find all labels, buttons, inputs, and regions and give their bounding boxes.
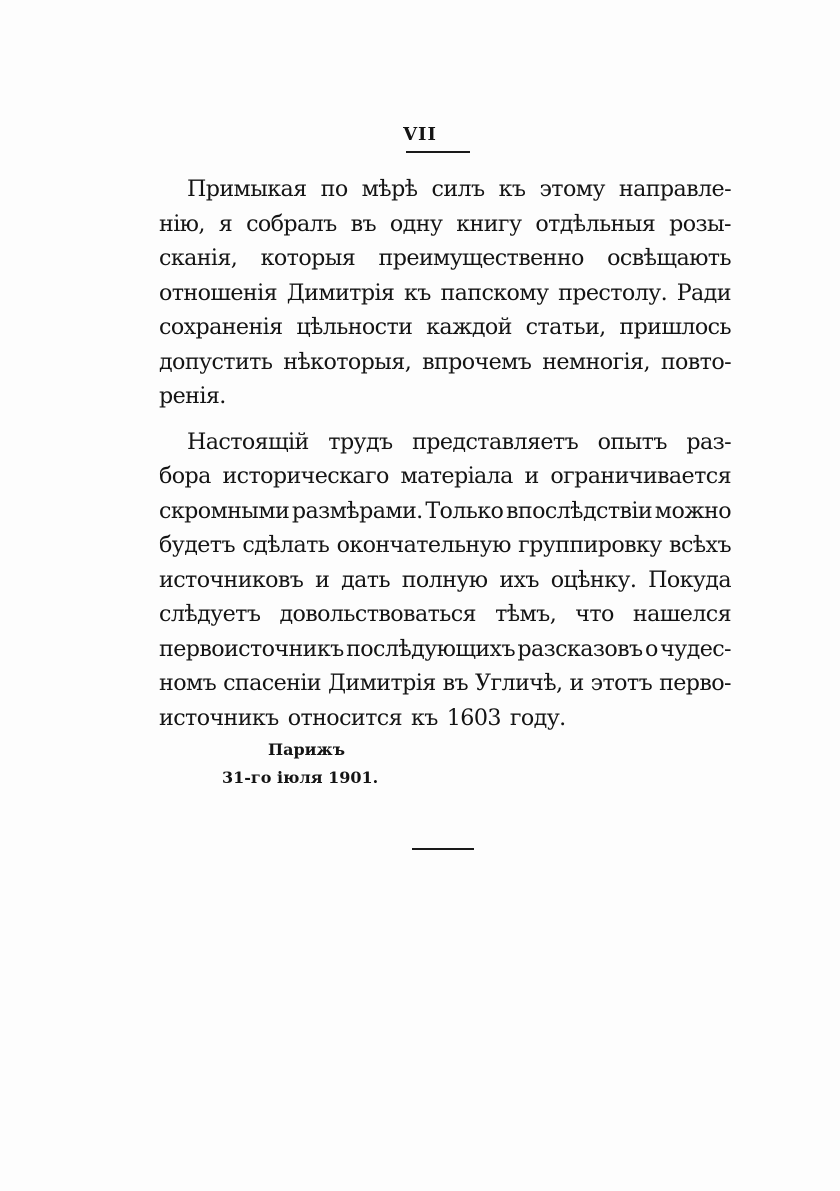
- signature-block: [222, 736, 422, 792]
- word: сохраненія: [159, 314, 283, 340]
- word: сдѣлать: [242, 532, 330, 558]
- word: и: [315, 566, 330, 593]
- signature-date: 31-го іюля 1901.: [222, 768, 379, 787]
- paragraph: [159, 425, 731, 736]
- word: пришлось: [619, 314, 731, 340]
- page-number: VII: [403, 124, 437, 145]
- text-line: [159, 425, 731, 460]
- word: перво-: [659, 670, 731, 696]
- text-line: [159, 172, 731, 207]
- word: книгу: [456, 210, 522, 237]
- text-line: [159, 666, 731, 701]
- word: и: [569, 670, 584, 696]
- word: папскому: [440, 279, 549, 306]
- word: допустить: [159, 348, 273, 375]
- word: нію,: [159, 210, 205, 237]
- word: одну: [389, 210, 443, 237]
- word: оцѣнку.: [550, 566, 637, 593]
- word: представляетъ: [412, 428, 579, 455]
- word: что: [575, 601, 614, 627]
- word: каждой: [426, 314, 512, 340]
- word: мѣрѣ: [361, 176, 418, 202]
- word: по: [320, 176, 348, 202]
- word: которыя: [260, 245, 356, 271]
- word: размѣрами.: [291, 497, 423, 524]
- word: номъ: [159, 670, 217, 696]
- word: отношенія: [159, 279, 278, 306]
- text-line: [159, 701, 731, 736]
- text-line: [159, 276, 731, 311]
- word: этому: [539, 176, 605, 202]
- paragraph-gap: [159, 414, 731, 425]
- word: спасеніи: [223, 670, 321, 696]
- word: Настоящій: [187, 428, 309, 455]
- word: опытъ: [597, 428, 667, 455]
- word: нѣкоторыя,: [283, 348, 412, 375]
- word: будетъ: [159, 532, 235, 558]
- word: къ: [410, 704, 438, 731]
- word: году.: [509, 704, 566, 731]
- word: немногія,: [542, 348, 650, 375]
- word: я: [218, 210, 233, 237]
- word: въ: [442, 670, 469, 696]
- word: всѣхъ: [669, 532, 731, 558]
- word: направле-: [618, 176, 731, 202]
- word: раз-: [686, 428, 731, 455]
- word: слѣдуетъ: [159, 601, 261, 627]
- word: къ: [498, 176, 526, 202]
- text-line: [159, 379, 731, 414]
- text-line: [159, 494, 731, 529]
- text-line: [159, 207, 731, 242]
- word: отдѣльныя: [535, 210, 656, 237]
- word: окончательную: [336, 532, 511, 558]
- word: бора: [159, 463, 211, 489]
- word: ограничивается: [550, 463, 731, 489]
- word: Ради: [676, 279, 731, 306]
- word: чудес-: [660, 635, 731, 662]
- word: Покуда: [648, 566, 731, 593]
- text-line: [159, 528, 731, 563]
- word: тѣмъ,: [495, 601, 557, 627]
- word: трудъ: [328, 428, 393, 455]
- word: разсказовъ: [517, 635, 643, 662]
- word: относится: [287, 704, 402, 731]
- word: освѣщають: [607, 245, 731, 271]
- word: источниковъ: [159, 566, 304, 593]
- page-number-rule: [406, 151, 470, 153]
- word: историческаго: [222, 463, 389, 489]
- word: группировку: [518, 532, 662, 558]
- word: собралъ: [246, 210, 337, 237]
- word: Примыкая: [187, 176, 307, 202]
- word: ихъ: [499, 566, 539, 593]
- text-line: [159, 632, 731, 667]
- word: 1603: [446, 704, 501, 731]
- text-line: [159, 459, 731, 494]
- word: первоисточникъ: [159, 635, 344, 662]
- word: статьи,: [525, 314, 606, 340]
- word: преимущественно: [378, 245, 584, 271]
- word: въ: [350, 210, 376, 237]
- word: повто-: [660, 348, 731, 375]
- word: Димитрія: [327, 670, 436, 696]
- word: ренія.: [159, 383, 226, 409]
- word: къ: [404, 279, 431, 306]
- word: о: [644, 635, 658, 662]
- text-line: [159, 310, 731, 345]
- word: впрочемъ: [422, 348, 532, 375]
- word: матеріала: [400, 463, 513, 489]
- word: нашелся: [632, 601, 731, 627]
- word: сканія,: [159, 245, 238, 271]
- word: Димитрія: [286, 279, 395, 306]
- word: довольствоваться: [279, 601, 476, 627]
- word: Только: [425, 497, 504, 524]
- word: дать: [341, 566, 390, 593]
- word: можно: [654, 497, 731, 524]
- closing-rule: [412, 848, 474, 850]
- word: послѣдующихъ: [346, 635, 515, 662]
- word: и: [524, 463, 539, 489]
- word: полную: [401, 566, 488, 593]
- word: этотъ: [590, 670, 653, 696]
- word: скромными: [159, 497, 290, 524]
- word: впослѣдствіи: [506, 497, 653, 524]
- word: престолу.: [558, 279, 668, 306]
- word: Угличѣ,: [475, 670, 563, 696]
- text-line: [159, 241, 731, 276]
- signature-city: Парижъ: [268, 740, 345, 759]
- word: силъ: [431, 176, 485, 202]
- text-line: [159, 563, 731, 598]
- text-line: [159, 345, 731, 380]
- word: розы-: [669, 210, 731, 237]
- word: источникъ: [159, 704, 279, 731]
- body-text: [159, 172, 731, 735]
- paragraph: [159, 172, 731, 414]
- word: цѣльности: [296, 314, 413, 340]
- text-line: [159, 597, 731, 632]
